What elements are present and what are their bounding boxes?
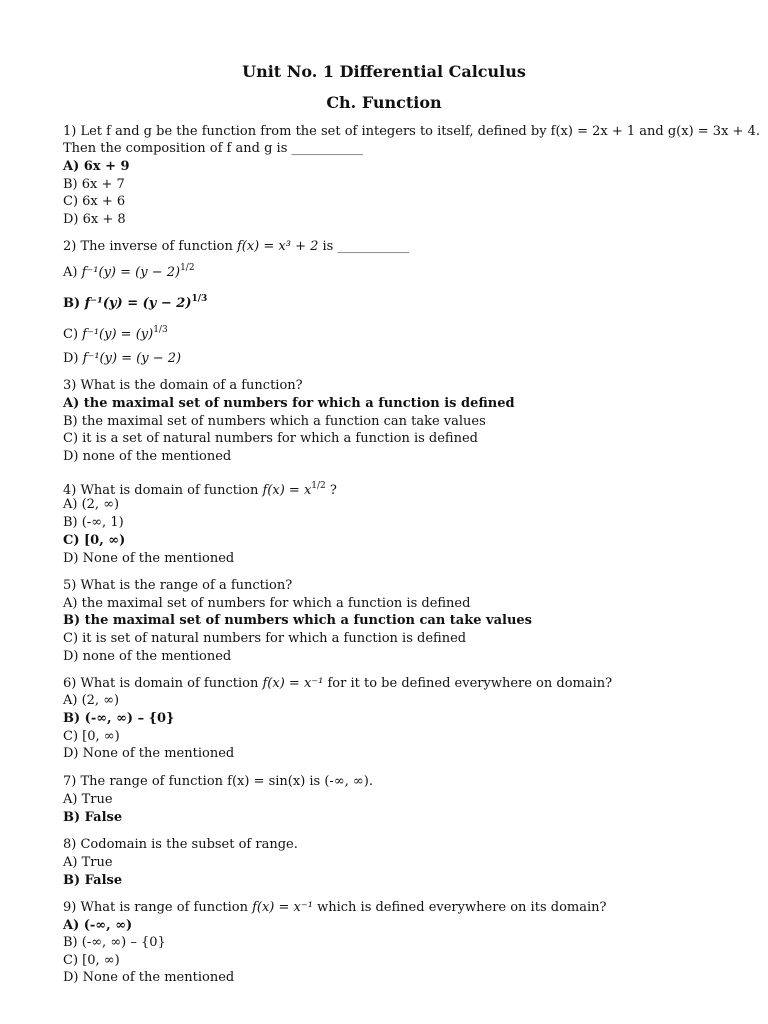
page-title: Unit No. 1 Differential Calculus xyxy=(242,62,526,81)
option-formula: f⁻¹(y) = (y − 2) xyxy=(82,351,182,366)
question-2-function: f(x) = x³ + 2 xyxy=(236,239,319,254)
question-6-stem xyxy=(63,675,612,692)
question-5-option-a: A) the maximal set of numbers for which a function is defined xyxy=(63,596,471,611)
question-6-option-d: D) None of the mentioned xyxy=(63,746,235,761)
option-label: C) xyxy=(63,327,79,342)
option-formula: f⁻¹(y) = (y) xyxy=(82,327,154,342)
question-4-stem-text: 4) What is domain of function xyxy=(63,483,259,498)
question-3-stem: 3) What is the domain of a function? xyxy=(63,378,303,393)
question-1-option-b: B) 6x + 7 xyxy=(63,177,125,192)
question-3-option-d: D) none of the mentioned xyxy=(63,449,232,464)
question-7-stem: 7) The range of function f(x) = sin(x) is (-∞, ∞). xyxy=(63,774,373,789)
question-1-option-c: C) 6x + 6 xyxy=(63,194,126,209)
option-label: D) xyxy=(63,351,79,366)
question-6-option-b: B) (-∞, ∞) – {0} xyxy=(63,711,175,726)
question-5-stem: 5) What is the range of a function? xyxy=(63,578,293,593)
question-2-option-a xyxy=(63,260,195,281)
option-label: A) xyxy=(63,265,78,280)
question-6-option-c: C) [0, ∞) xyxy=(63,729,120,744)
question-3-option-a: A) the maximal set of numbers for which a function is defined xyxy=(63,396,515,411)
question-2-option-c xyxy=(63,322,168,343)
question-8-stem: 8) Codomain is the subset of range. xyxy=(63,837,298,852)
question-6-stem-text: 6) What is domain of function xyxy=(63,676,259,691)
question-6-option-a: A) (2, ∞) xyxy=(63,693,120,708)
option-formula: f⁻¹(y) = (y − 2) xyxy=(84,296,192,311)
question-9-stem-text: 9) What is range of function xyxy=(63,900,248,915)
question-5-option-c: C) it is set of natural numbers for which a function is defined xyxy=(63,631,467,646)
question-2-stem xyxy=(63,238,409,255)
option-label: B) xyxy=(63,296,81,311)
option-exponent: 1/3 xyxy=(191,294,208,304)
question-2-option-b xyxy=(63,291,207,312)
question-2-stem-tail: is ___________ xyxy=(322,239,409,254)
chapter-title: Ch. Function xyxy=(326,93,442,112)
question-1-option-d: D) 6x + 8 xyxy=(63,212,126,227)
question-3-option-b: B) the maximal set of numbers which a function can take values xyxy=(63,414,486,429)
question-8-option-b: B) False xyxy=(63,873,123,888)
question-1-option-a: A) 6x + 9 xyxy=(63,159,130,174)
question-5-option-d: D) none of the mentioned xyxy=(63,649,232,664)
question-9-option-b: B) (-∞, ∞) – {0} xyxy=(63,935,166,950)
question-2-option-d xyxy=(63,350,181,367)
question-9-function: f(x) = x⁻¹ xyxy=(252,900,313,915)
question-9-stem xyxy=(63,899,606,916)
question-4-option-a: A) (2, ∞) xyxy=(63,497,120,512)
question-4-exponent: 1/2 xyxy=(311,481,326,491)
question-5-option-b: B) the maximal set of numbers which a function can take values xyxy=(63,613,532,628)
question-2-stem-text: 2) The inverse of function xyxy=(63,239,233,254)
question-6-stem-tail: for it to be defined everywhere on domain? xyxy=(327,676,613,691)
question-6-function: f(x) = x⁻¹ xyxy=(262,676,324,691)
option-formula: f⁻¹(y) = (y − 2) xyxy=(81,265,181,280)
question-4-option-b: B) (-∞, 1) xyxy=(63,515,124,530)
question-3-option-c: C) it is a set of natural numbers for which a function is defined xyxy=(63,431,478,446)
question-4-stem-tail: ? xyxy=(329,483,337,498)
question-1-stem-line-2: Then the composition of f and g is ___________ xyxy=(63,141,363,156)
question-1-stem-line-1: 1) Let f and g be the function from the set of integers to itself, defined by f(x) = 2x + 1 and g(x) = 3x + 4. xyxy=(63,124,760,139)
question-7-option-b: B) False xyxy=(63,810,123,825)
question-8-option-a: A) True xyxy=(63,855,113,870)
question-4-function: f(x) = x xyxy=(262,483,312,498)
option-exponent: 1/3 xyxy=(153,325,168,335)
question-4-option-d: D) None of the mentioned xyxy=(63,551,235,566)
question-9-stem-tail: which is defined everywhere on its domain? xyxy=(317,900,607,915)
question-4-option-c: C) [0, ∞) xyxy=(63,533,126,548)
question-9-option-a: A) (-∞, ∞) xyxy=(63,918,133,933)
question-7-option-a: A) True xyxy=(63,792,113,807)
question-9-option-d: D) None of the mentioned xyxy=(63,970,235,985)
option-exponent: 1/2 xyxy=(180,263,195,273)
question-9-option-c: C) [0, ∞) xyxy=(63,953,120,968)
